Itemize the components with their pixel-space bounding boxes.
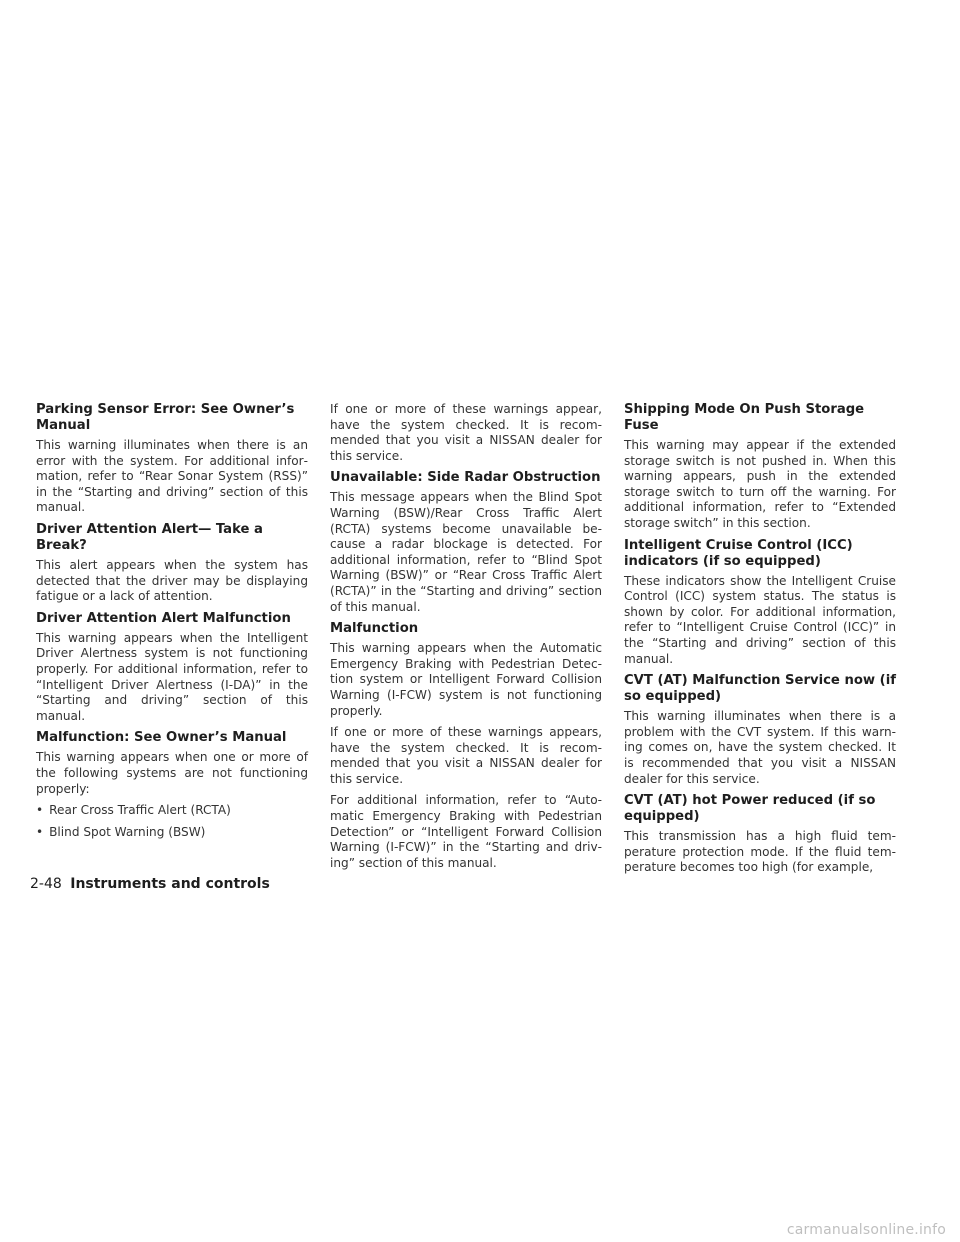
section-malfunction	[330, 621, 602, 871]
section-heading: Shipping Mode On Push Storage Fuse	[624, 402, 865, 433]
section-malfunction-see-manual	[36, 730, 308, 840]
column-2	[330, 402, 602, 877]
section-heading: Driver Attention Alert— Take a Break?	[36, 521, 263, 553]
section-paragraph: This warning may appear if the extended storage switch is not pushed in. When this warning appears, push in the extended storage switch to turn off the warning. For additional information, refer to “Extended storage switch” in this section.	[624, 438, 896, 530]
section-paragraph: This alert appears when the system has detected that the driver may be displaying fatigue or a lack of attention.	[36, 557, 308, 604]
section-paragraph: This warning appears when the Automatic Emergency Braking with Pedestrian Detection system or Intelligent Forward Collision Warning (I-FCW) system is not functioning properly.	[330, 641, 602, 718]
column-3	[624, 402, 896, 882]
section-heading: CVT (AT) Malfunction Service now (if so equipped)	[624, 673, 896, 705]
section-paragraph: This message appears when the Blind Spot Warning (BSW)/Rear Cross Traffic Alert (RCTA) systems become unavailable because a radar blockage is detected. For additional information, refer to “Blind Spot Warning (BSW)” or “Rear Cross Traffic Alert (RCTA)” in the “Starting and driving” section of this manual.	[330, 490, 602, 614]
section-heading: Malfunction: See Owner’s Manual	[36, 730, 287, 746]
section-paragraph: This warning illuminates when there is an error with the system. For additional information, refer to “Rear Sonar System (RSS)” in the “Starting and driving” section of this manual.	[36, 438, 308, 515]
column-1	[36, 402, 308, 846]
systems-list	[36, 803, 308, 840]
section-cvt-malfunction	[624, 673, 896, 787]
section-icc-indicators	[624, 538, 896, 668]
section-paragraph: This transmission has a high fluid temperature protection mode. If the fluid temperature becomes too high (for example,	[624, 829, 896, 875]
section-heading: Unavailable: Side Radar Obstruction	[330, 470, 601, 486]
section-shipping-mode	[624, 402, 896, 532]
section-paragraph: This warning appears when the Intelligent Driver Alertness system is not functioning properly. For additional information, refer to “Intelligent Driver Alertness (I-DA)” in the “Starting and driving” section of this manual.	[36, 630, 308, 723]
watermark: carmanualsonline.info	[786, 1222, 946, 1238]
section-side-radar-obstruction	[330, 470, 602, 615]
section-heading: Intelligent Cruise Control (ICC) indicators (if so equipped)	[624, 537, 853, 569]
section-paragraph: If one or more of these warnings appear, have the system checked. It is recommended that you visit a NISSAN dealer for this service.	[330, 402, 602, 463]
section-heading: Parking Sensor Error: See Owner’s Manual	[36, 402, 295, 433]
section-parking-sensor-error	[36, 402, 308, 516]
section-heading: Driver Attention Alert Malfunction	[36, 610, 291, 626]
section-cvt-hot	[624, 793, 896, 876]
page-footer	[30, 876, 270, 892]
section-driver-attention-alert	[36, 522, 308, 605]
section-paragraph: These indicators show the Intelligent Cruise Control (ICC) system status. The status is shown by color. For additional information, refer to “Intelligent Cruise Control (ICC)” in the “Starting and driving” section of this manual.	[624, 573, 896, 666]
list-item: • Rear Cross Traffic Alert (RCTA)	[36, 803, 308, 819]
section-heading: CVT (AT) hot Power reduced (if so equipped)	[624, 793, 876, 825]
section-continued-advice	[330, 402, 602, 464]
section-paragraph: This warning illuminates when there is a problem with the CVT system. If this warning comes on, have the system checked. It is recommended that you visit a NISSAN dealer for this service.	[624, 709, 896, 786]
section-paragraph: This warning appears when one or more of the following systems are not functioning properly:	[36, 750, 308, 796]
chapter-title: Instruments and controls	[70, 876, 270, 892]
list-item: • Blind Spot Warning (BSW)	[36, 825, 308, 841]
section-heading: Malfunction	[330, 621, 419, 637]
page-number: 2-48	[30, 876, 62, 892]
section-paragraph: If one or more of these warnings appears, have the system checked. It is recommended that you visit a NISSAN dealer for this service.	[330, 725, 602, 786]
section-driver-attention-malfunction	[36, 611, 308, 725]
section-paragraph: For additional information, refer to “Automatic Emergency Braking with Pedestrian Detection” or “Intelligent Forward Collision Warning (I-FCW)” in the “Starting and driving” section of this manual.	[330, 793, 602, 870]
